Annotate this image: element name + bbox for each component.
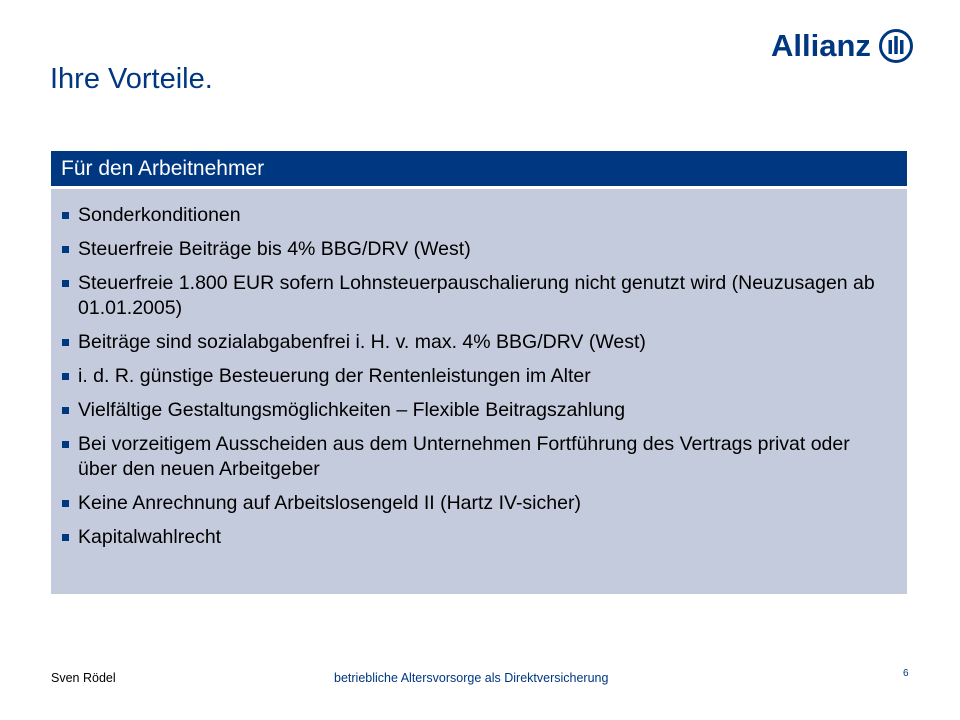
list-item [61, 271, 891, 321]
allianz-eagle-icon [879, 29, 913, 63]
square-bullet-icon [62, 339, 69, 346]
list-item-text: Steuerfreie 1.800 EUR sofern Lohnsteuerpauschalierung nicht genutzt wird (Neuzusagen ab 01.01.2005) [78, 272, 875, 319]
list-item-text: Kapitalwahlrecht [78, 526, 222, 548]
list-item-text: Vielfältige Gestaltungsmöglichkeiten – Flexible Beitragszahlung [78, 399, 626, 421]
list-item [61, 398, 891, 423]
list-item-text: Steuerfreie Beiträge bis 4% BBG/DRV (West) [78, 238, 471, 260]
square-bullet-icon [62, 441, 69, 448]
list-item [61, 432, 891, 482]
list-item [61, 491, 891, 516]
page-title: Ihre Vorteile. [50, 63, 213, 95]
square-bullet-icon [62, 373, 69, 380]
list-item-text: Sonderkonditionen [78, 204, 241, 226]
bullet-list [61, 203, 891, 559]
footer-title: betriebliche Altersvorsorge als Direktversicherung [334, 671, 609, 685]
list-item-text: Beiträge sind sozialabgabenfrei i. H. v. max. 4% BBG/DRV (West) [78, 331, 646, 353]
footer-author: Sven Rödel [51, 671, 116, 685]
list-item-text: Keine Anrechnung auf Arbeitslosengeld II (Hartz IV-sicher) [78, 492, 581, 514]
square-bullet-icon [62, 212, 69, 219]
list-item-text: Bei vorzeitigem Ausscheiden aus dem Unternehmen Fortführung des Vertrags privat oder über den neuen Arbeitgeber [78, 433, 850, 480]
list-item [61, 364, 891, 389]
square-bullet-icon [62, 534, 69, 541]
square-bullet-icon [62, 407, 69, 414]
box-header: Für den Arbeitnehmer [51, 151, 907, 186]
square-bullet-icon [62, 246, 69, 253]
list-item [61, 330, 891, 355]
list-item [61, 237, 891, 262]
square-bullet-icon [62, 280, 69, 287]
page-number: 6 [903, 668, 909, 679]
square-bullet-icon [62, 500, 69, 507]
list-item [61, 203, 891, 228]
list-item [61, 525, 891, 550]
list-item-text: i. d. R. günstige Besteuerung der Rentenleistungen im Alter [78, 365, 591, 387]
box-body [51, 189, 907, 594]
logo-wordmark: Allianz [771, 28, 871, 63]
allianz-logo [771, 28, 913, 64]
